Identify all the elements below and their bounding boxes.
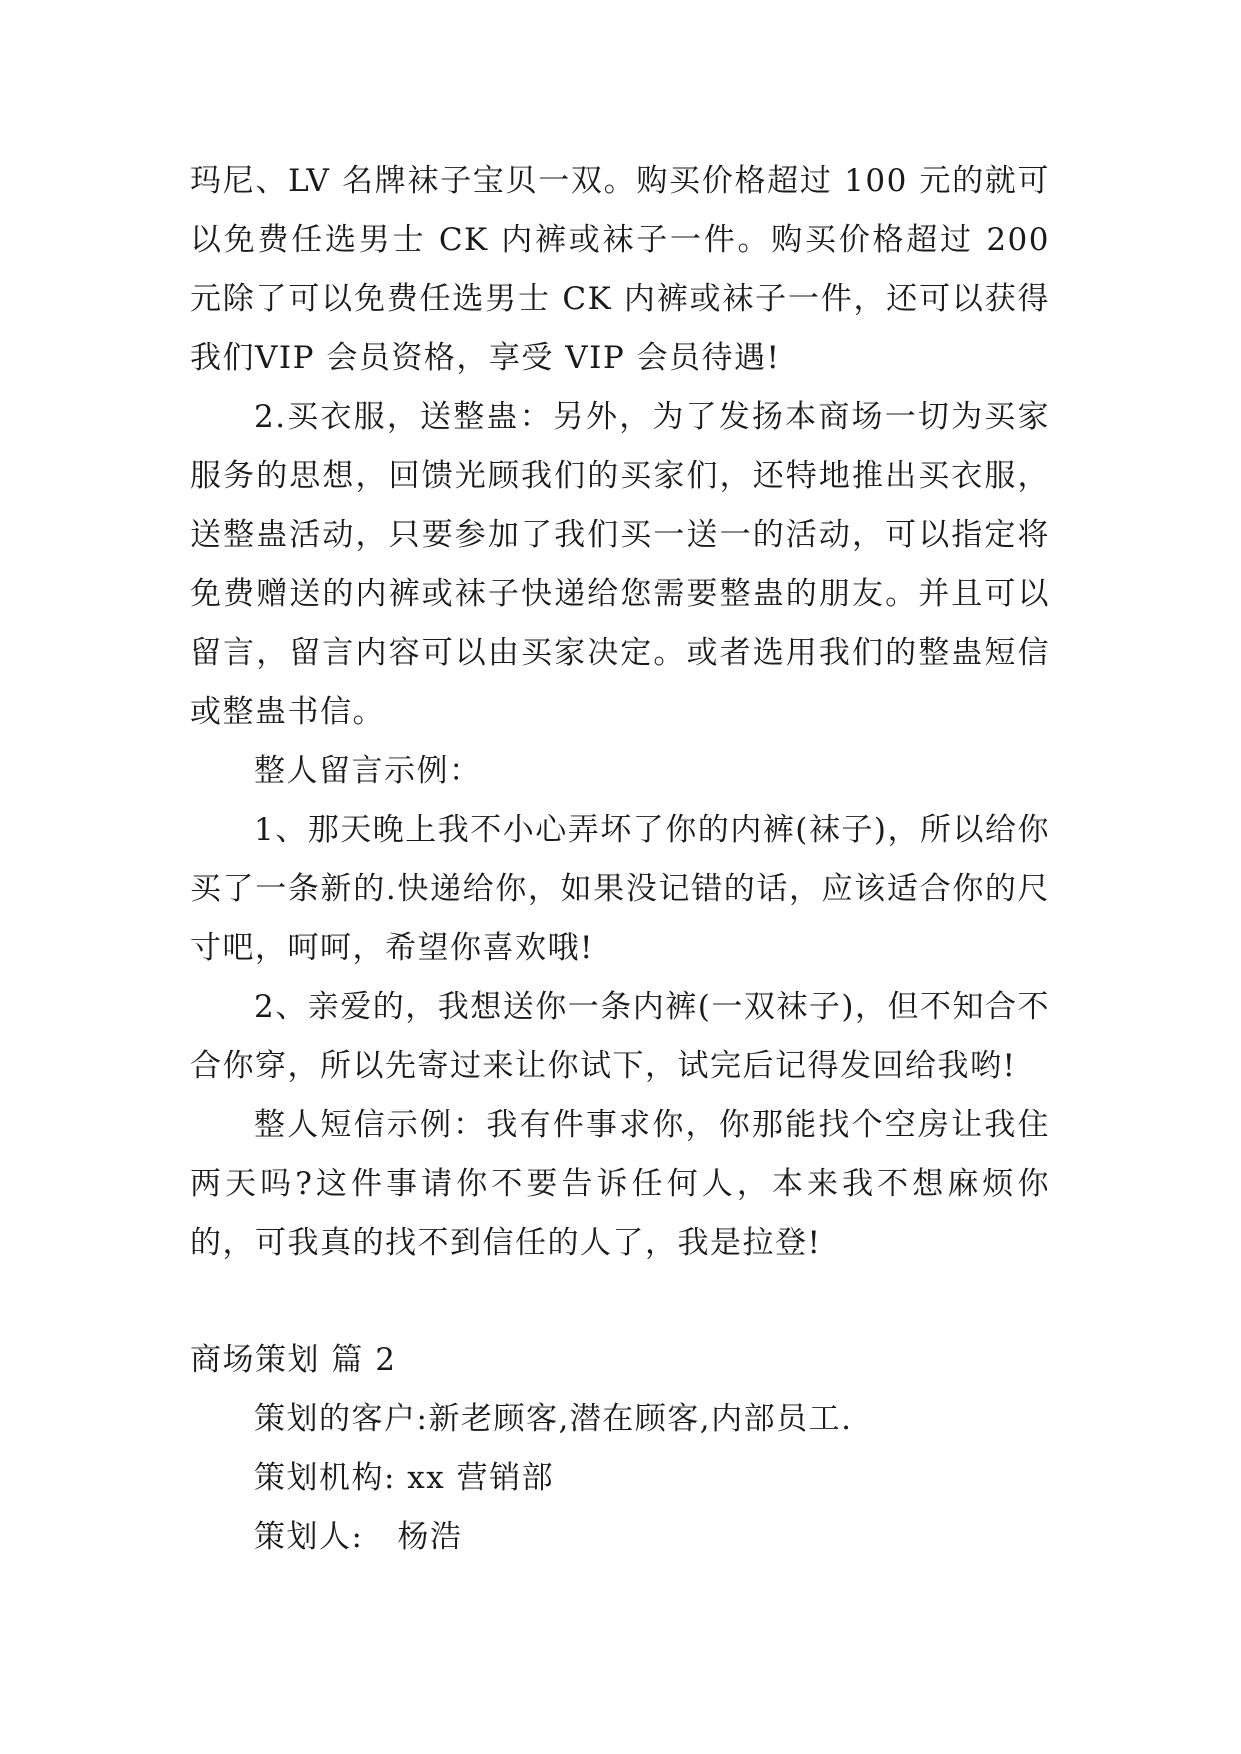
paragraph-message-example-1: 1、那天晚上我不小心弄坏了你的内裤(袜子)，所以给你买了一条新的.快递给你，如果没记错的话，应该适合你的尺寸吧，呵呵，希望你喜欢哦!	[190, 812, 1050, 966]
paragraph-message-examples-title: 整人留言示例：	[254, 753, 482, 789]
paragraph-prank-promo: 2.买衣服，送整蛊：另外，为了发扬本商场一切为买家服务的思想，回馈光顾我们的买家们，还特地推出买衣服，送整蛊活动，只要参加了我们买一送一的活动，可以指定将免费赠送的内裤或袜子快递给您需要整蛊的朋友。并且可以留言，留言内容可以由买家决定。或者选用我们的整蛊短信或整蛊书信。	[190, 399, 1050, 730]
section-heading: 商场策划 篇 2	[190, 1342, 397, 1378]
document-body	[190, 152, 1050, 1567]
meta-planner: 策划人: 杨浩	[254, 1519, 463, 1555]
paragraph-sms-example: 整人短信示例：我有件事求你，你那能找个空房让我住两天吗?这件事请你不要告诉任何人，本来我不想麻烦你的，可我真的找不到信任的人了，我是拉登!	[190, 1107, 1050, 1261]
paragraph-message-example-2: 2、亲爱的，我想送你一条内裤(一双袜子)，但不知合不合你穿，所以先寄过来让你试下，试完后记得发回给我哟!	[190, 989, 1050, 1084]
meta-organization: 策划机构: xx 营销部	[254, 1460, 555, 1496]
paragraph-gift-tiers: 玛尼、LV 名牌袜子宝贝一双。购买价格超过 100 元的就可以免费任选男士 CK 内裤或袜子一件。购买价格超过 200 元除了可以免费任选男士 CK 内裤或袜子一件，还可以获得我们VIP 会员资格，享受 VIP 会员待遇!	[190, 163, 1050, 376]
meta-clients: 策划的客户:新老顾客,潜在顾客,内部员工.	[254, 1401, 853, 1437]
